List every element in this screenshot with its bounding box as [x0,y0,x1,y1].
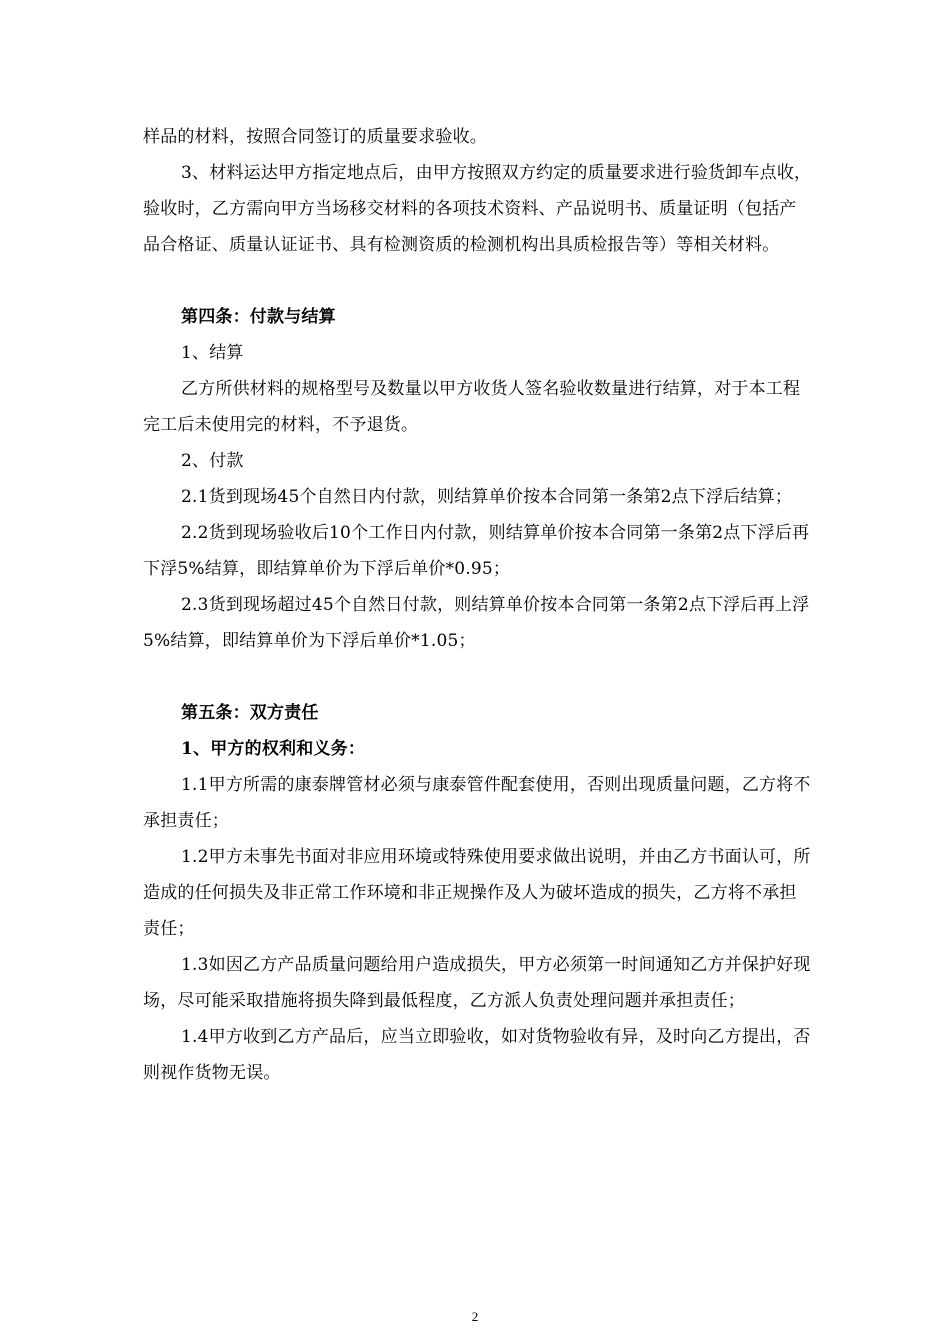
paragraph-rights-1-2: 1.2甲方未事先书面对非应用环境或特殊使用要求做出说明，并由乙方书面认可，所造成的任何损失及非正常工作环境和非正规操作及人为破坏造成的损失，乙方将不承担责任； [143,847,811,939]
section-spacer [143,263,813,299]
section-spacer [143,659,813,695]
paragraph-rights-1-4: 1.4甲方收到乙方产品后，应当立即验收，如对货物验收有异，及时向乙方提出，否则视作货物无误。 [143,1027,811,1083]
section-heading-5: 第五条：双方责任 [181,703,319,723]
document-body [143,119,813,1091]
paragraph-payment-2-2: 2.2货到现场验收后10个工作日内付款，则结算单价按本合同第一条第2点下浮后再下浮5%结算，即结算单价为下浮后单价*0.95； [143,523,810,579]
section-heading-4: 第四条：付款与结算 [181,307,336,327]
paragraph-continuation: 样品的材料，按照合同签订的质量要求验收。 [143,127,487,147]
paragraph-payment-2-3: 2.3货到现场超过45个自然日付款，则结算单价按本合同第一条第2点下浮后再上浮5%结算，即结算单价为下浮后单价*1.05； [143,595,810,651]
subheading-payment: 2、付款 [181,451,244,471]
paragraph-rights-1-3: 1.3如因乙方产品质量问题给用户造成损失，甲方必须第一时间通知乙方并保护好现场，尽可能采取措施将损失降到最低程度，乙方派人负责处理问题并承担责任； [143,955,811,1011]
paragraph-rights-1-1: 1.1甲方所需的康泰牌管材必须与康泰管件配套使用，否则出现质量问题，乙方将不承担责任； [143,775,811,831]
paragraph-item-3: 3、材料运达甲方指定地点后，由甲方按照双方约定的质量要求进行验货卸车点收，验收时，乙方需向甲方当场移交材料的各项技术资料、产品说明书、质量证明（包括产品合格证、质量认证证书、具有检测资质的检测机构出具质检报告等）等相关材料。 [143,163,812,255]
subheading-settlement: 1、结算 [181,343,244,363]
paragraph-payment-2-1: 2.1货到现场45个自然日内付款，则结算单价按本合同第一条第2点下浮后结算； [181,487,793,507]
subheading-party-a-rights: 1、甲方的权利和义务： [181,739,366,759]
page-number: 2 [471,1309,479,1324]
paragraph-settlement: 乙方所供材料的规格型号及数量以甲方收货人签名验收数量进行结算，对于本工程完工后未使用完的材料，不予退货。 [143,379,801,435]
